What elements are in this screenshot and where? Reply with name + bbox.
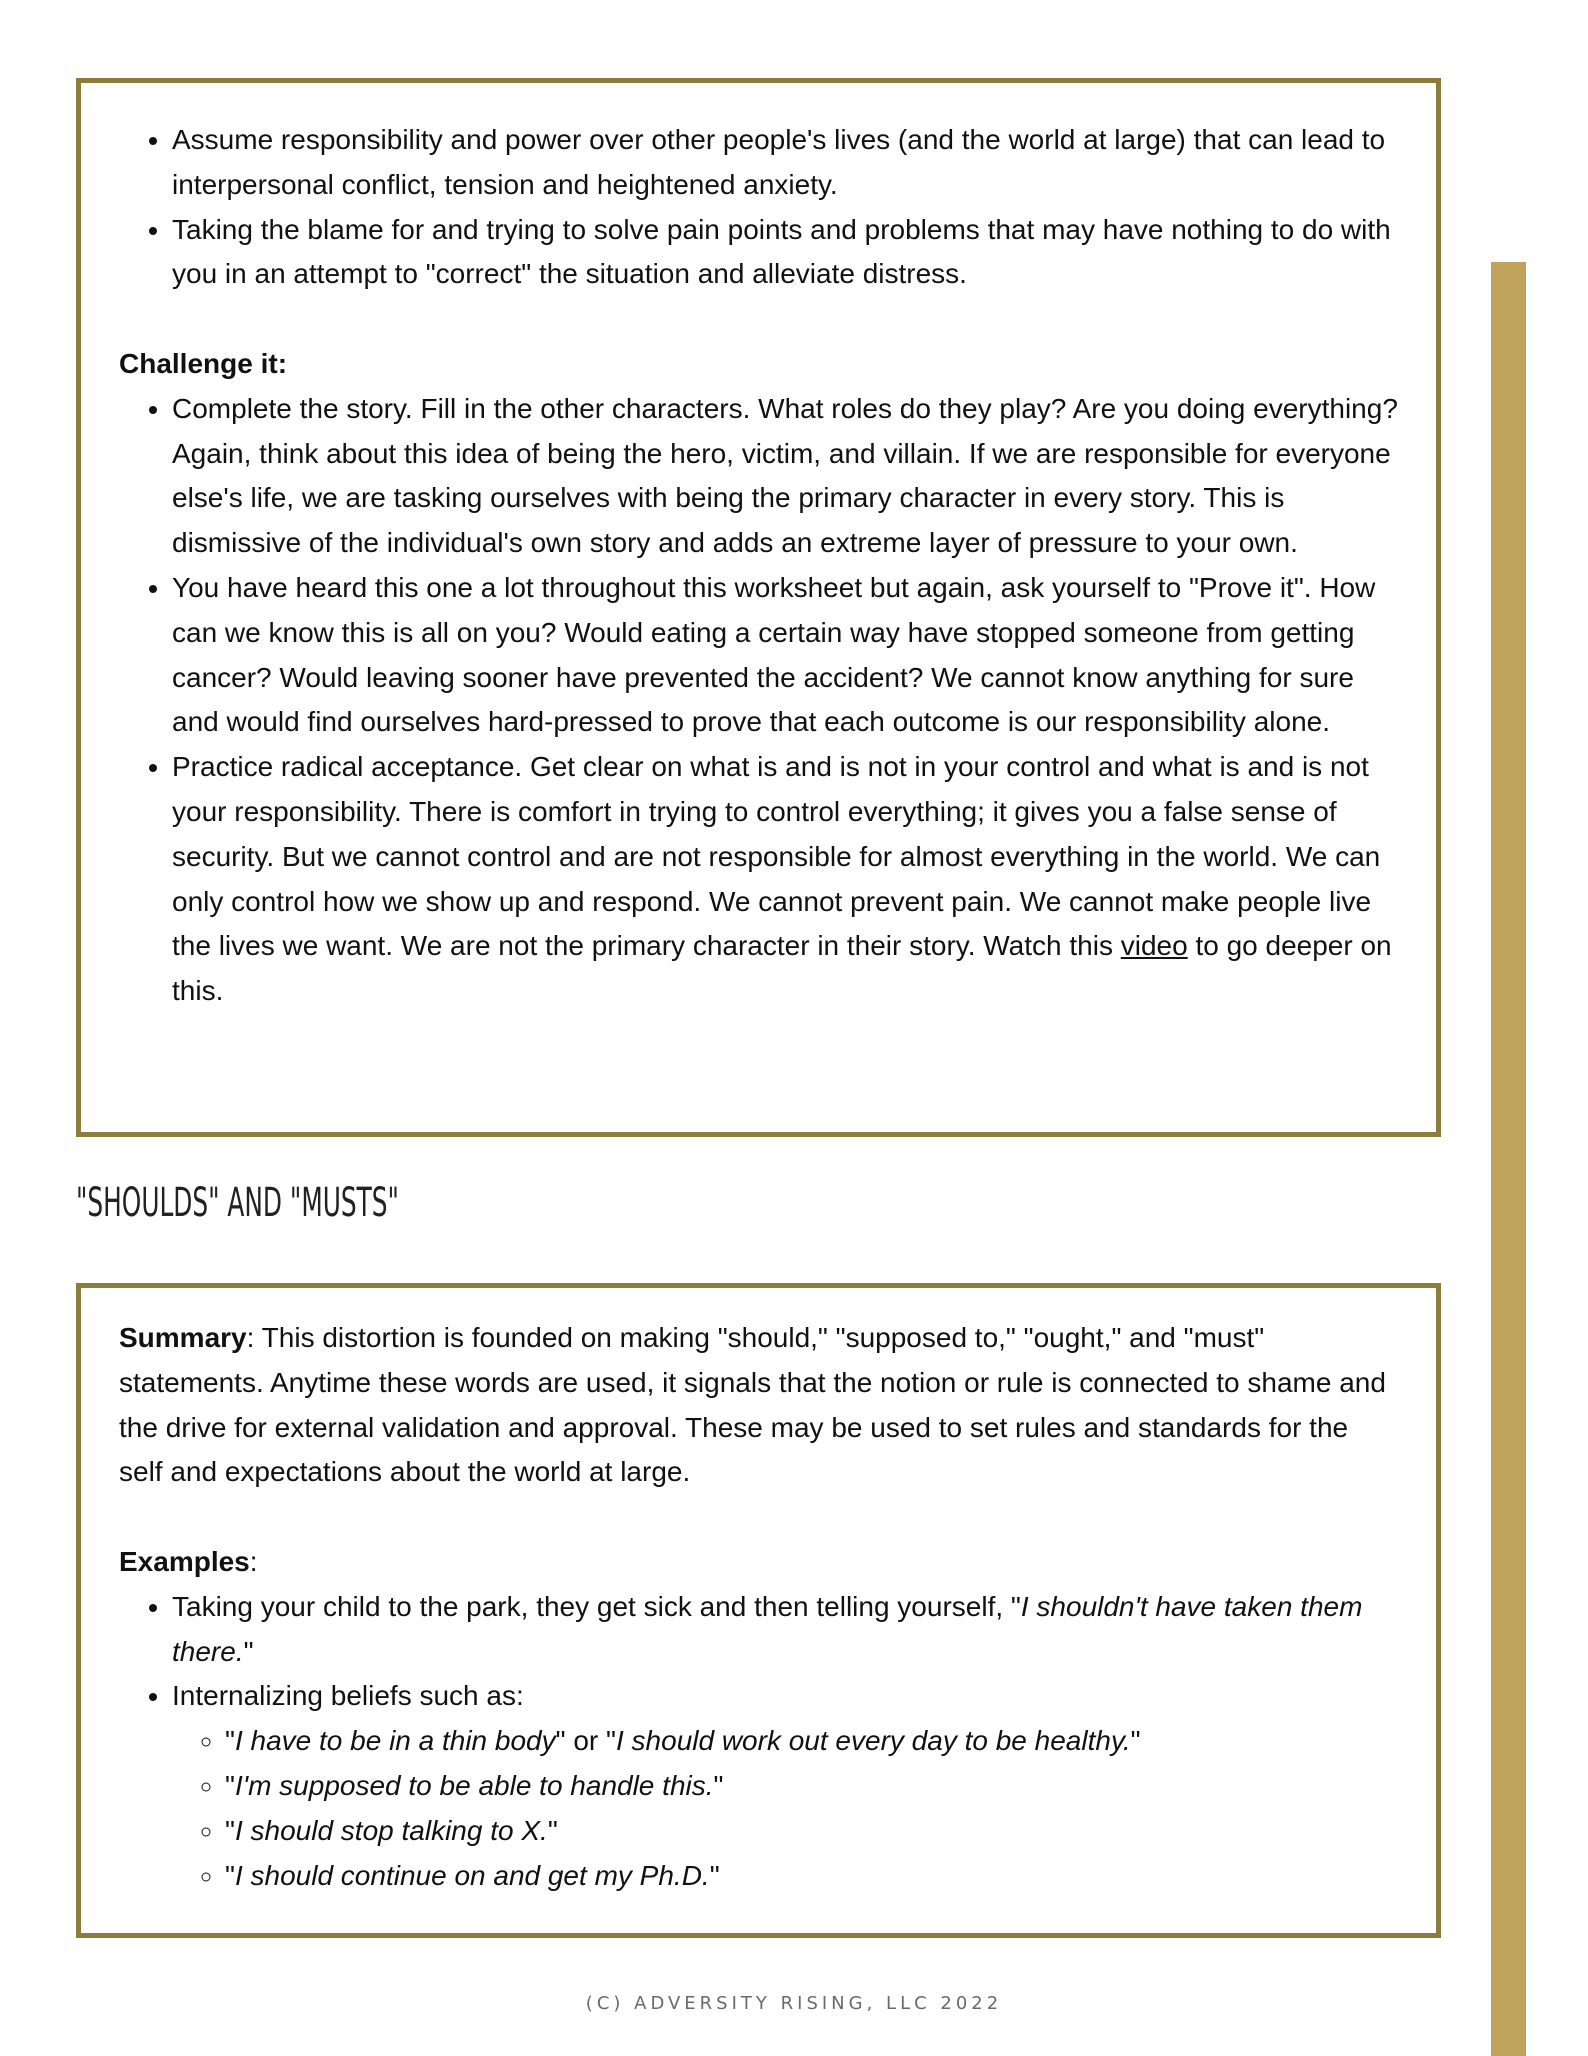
list-item: • Assume responsibility and power over other people's lives (and the world at large) that can lead to interpersonal conflict, tension and heightened anxiety.	[172, 118, 1398, 208]
list-item: • Practice radical acceptance. Get clear on what is and is not in your control and what is and is not your responsibility. There is comfort in trying to control everything; it gives you a false sense of security. But we cannot control and are not responsible for almost everything in the world. We can only control how we show up and respond. We cannot prevent pain. We cannot make people live the lives we want. We are not the primary character in their story. Watch this video to go deeper on this.	[172, 745, 1398, 1014]
list-item: • Internalizing beliefs such as: ◦ "I have to be in a thin body" or "I should work out every day to be healthy." ◦ "I'm supposed to be able to handle this." ◦ "I should stop talking to X." ◦ "I should continue on and get my Ph.D."	[172, 1674, 1398, 1898]
examples-bullet-list	[119, 1585, 1398, 1899]
list-item: • You have heard this one a lot throughout this worksheet but again, ask yourself to "Prove it". How can we know this is all on you? Would eating a certain way have stopped someone from getting cancer? Would leaving sooner have prevented the accident? We cannot know anything for sure and would find ourselves hard-pressed to prove that each outcome is our responsibility alone.	[172, 566, 1398, 745]
list-item: • Taking the blame for and trying to solve pain points and problems that may have nothing to do with you in an attempt to "correct" the situation and alleviate distress.	[172, 208, 1398, 298]
beliefs-sub-list	[172, 1719, 1398, 1898]
list-item: ◦ "I have to be in a thin body" or "I should work out every day to be healthy."	[225, 1719, 1398, 1764]
summary-label: Summary	[119, 1322, 247, 1353]
section-title: "SHOULDS" AND "MUSTS"	[76, 1180, 399, 1226]
challenge-bullet-list	[119, 387, 1398, 1014]
list-item: • Complete the story. Fill in the other characters. What roles do they play? Are you doing everything? Again, think about this idea of being the hero, victim, and villain. If we are responsible for everyone else's life, we are tasking ourselves with being the primary character in every story. This is dismissive of the individual's own story and adds an extreme layer of pressure to your own.	[172, 387, 1398, 566]
intro-bullet-list	[119, 118, 1398, 297]
video-link[interactable]: video	[1120, 930, 1188, 962]
accent-side-bar	[1491, 262, 1526, 2056]
list-item: ◦ "I should stop talking to X."	[225, 1809, 1398, 1854]
summary-paragraph: Summary: This distortion is founded on making "should," "supposed to," "ought," and "must" statements. Anytime these words are used, it signals that the notion or rule is connected to shame and the drive for external validation and approval. These may be used to set rules and standards for the self and expectations about the world at large.	[119, 1322, 1386, 1488]
shoulds-musts-content-box	[76, 1283, 1441, 1938]
footer-copyright: (C) ADVERSITY RISING, LLC 2022	[585, 1993, 1003, 2014]
list-item: ◦ "I should continue on and get my Ph.D."	[225, 1854, 1398, 1899]
examples-heading: Examples:	[119, 1545, 258, 1577]
personalization-content-box	[76, 78, 1441, 1137]
list-item: ◦ "I'm supposed to be able to handle this."	[225, 1764, 1398, 1809]
challenge-heading: Challenge it:	[119, 347, 288, 379]
list-item: • Taking your child to the park, they get sick and then telling yourself, "I shouldn't have taken them there."	[172, 1585, 1398, 1675]
